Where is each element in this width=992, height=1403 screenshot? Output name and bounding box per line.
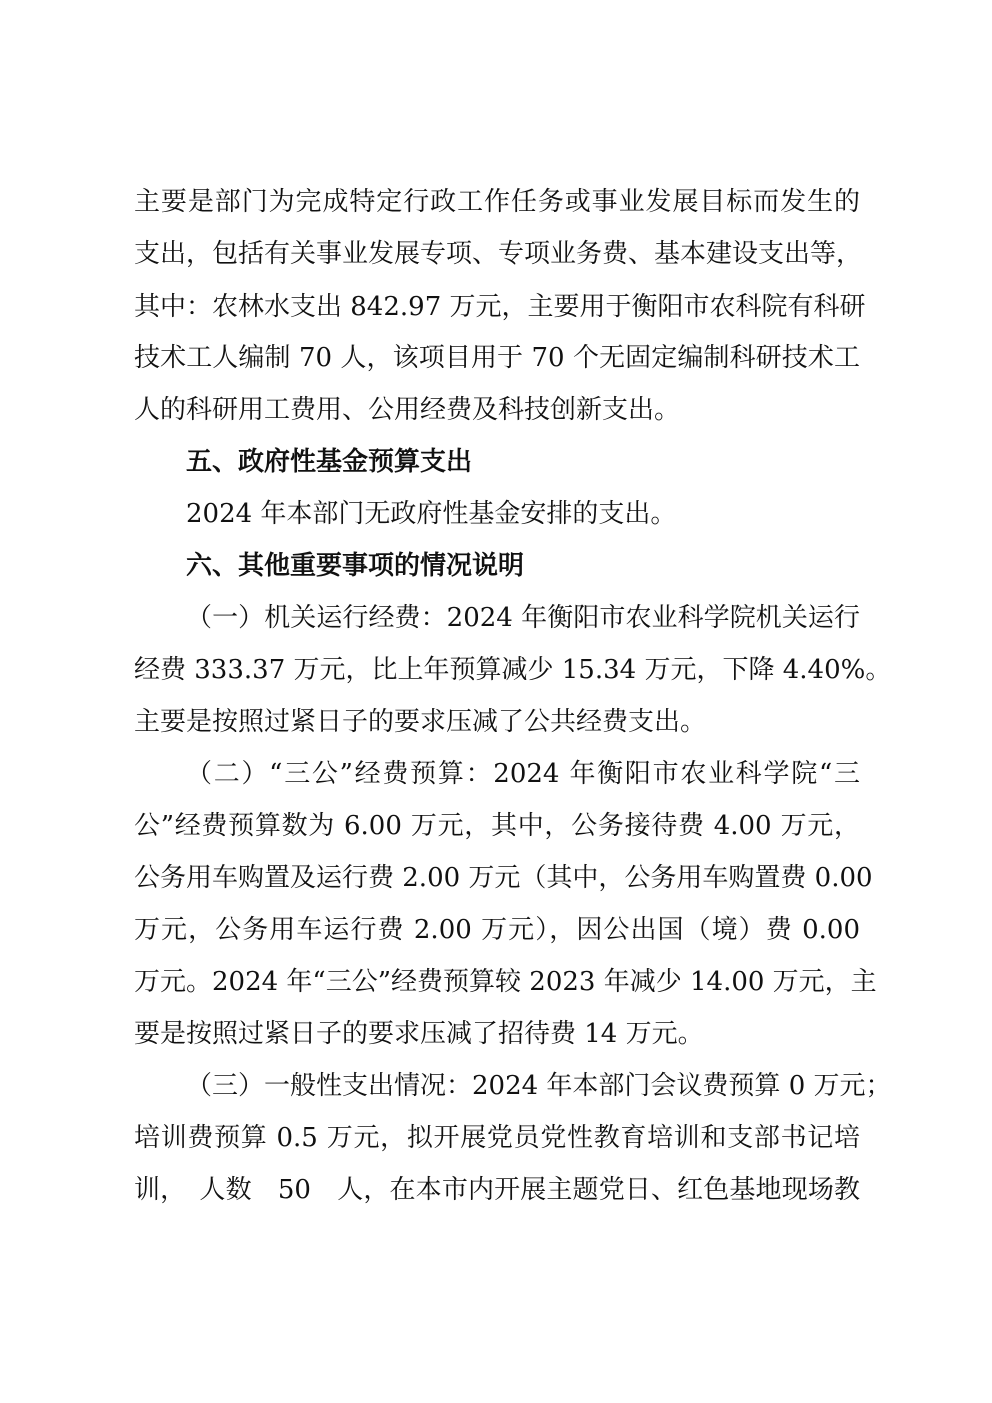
section-heading-government-fund: 五、政府性基金预算支出	[186, 447, 473, 477]
paragraph-line: 万元，公务用车运行费 2.00 万元），因公出国（境）费 0.00	[134, 915, 860, 945]
paragraph-line: 训， 人数 50 人，在本市内开展主题党日、红色基地现场教	[134, 1175, 860, 1205]
paragraph-line: 人的科研用工费用、公用经费及科技创新支出。	[134, 395, 681, 425]
paragraph-line: 2024 年本部门无政府性基金安排的支出。	[186, 499, 677, 529]
paragraph-line: 主要是部门为完成特定行政工作任务或事业发展目标而发生的	[134, 187, 860, 217]
paragraph-line: 公务用车购置及运行费 2.00 万元（其中，公务用车购置费 0.00	[134, 863, 873, 893]
paragraph-line: 技术工人编制 70 人，该项目用于 70 个无固定编制科研技术工	[134, 343, 860, 373]
paragraph-line: （二）“三公”经费预算：2024 年衡阳市农业科学院“三	[186, 759, 860, 789]
section-heading-other-matters: 六、其他重要事项的情况说明	[186, 551, 525, 581]
paragraph-line: 培训费预算 0.5 万元，拟开展党员党性教育培训和支部书记培	[134, 1123, 860, 1153]
paragraph-line: 经费 333.37 万元，比上年预算减少 15.34 万元，下降 4.40%。	[134, 655, 892, 685]
paragraph-line: （三）一般性支出情况：2024 年本部门会议费预算 0 万元；	[186, 1071, 892, 1101]
paragraph-line: （一）机关运行经费：2024 年衡阳市农业科学院机关运行	[186, 603, 860, 633]
paragraph-line: 要是按照过紧日子的要求压减了招待费 14 万元。	[134, 1019, 704, 1049]
paragraph-line: 主要是按照过紧日子的要求压减了公共经费支出。	[134, 707, 707, 737]
paragraph-line: 支出，包括有关事业发展专项、专项业务费、基本建设支出等，	[134, 239, 863, 269]
paragraph-line: 万元。2024 年“三公”经费预算较 2023 年减少 14.00 万元，主	[134, 967, 877, 997]
paragraph-line: 公”经费预算数为 6.00 万元，其中，公务接待费 4.00 万元，	[134, 811, 860, 841]
paragraph-line: 其中：农林水支出 842.97 万元，主要用于衡阳市农科院有科研	[134, 292, 866, 322]
